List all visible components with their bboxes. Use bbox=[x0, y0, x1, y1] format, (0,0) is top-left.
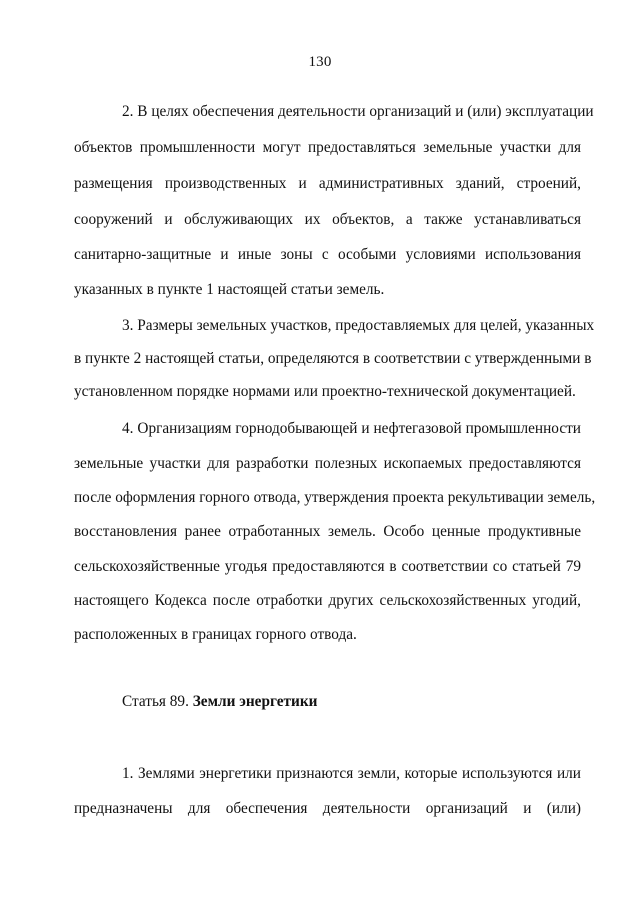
paragraph-4-line-2: земельные участки для разработки полезных ископаемых предоставляются bbox=[74, 455, 581, 472]
paragraph-3-line-2: в пункте 2 настоящей статьи, определяются в соответствии с утвержденными в bbox=[74, 350, 592, 367]
page-number: 130 bbox=[308, 54, 332, 70]
article-title: Земли энергетики bbox=[192, 693, 318, 710]
paragraph-2-line-1: 2. В целях обеспечения деятельности организаций и (или) эксплуатации bbox=[122, 103, 594, 120]
article-paragraph-1-line-2: предназначены для обеспечения деятельности организаций и (или) bbox=[74, 800, 581, 817]
article-number: Статья 89. bbox=[122, 693, 193, 710]
paragraph-3-line-1: 3. Размеры земельных участков, предоставляемых для целей, указанных bbox=[122, 317, 595, 334]
paragraph-3-line-3: установленном порядке нормами или проектно-технической документацией. bbox=[74, 383, 576, 400]
article-paragraph-1-line-1: 1. Землями энергетики признаются земли, которые используются или bbox=[122, 765, 581, 782]
paragraph-4-line-7: расположенных в границах горного отвода. bbox=[74, 626, 357, 643]
paragraph-2-line-2: объектов промышленности могут предоставляться земельные участки для bbox=[74, 139, 581, 156]
paragraph-4-line-5: сельскохозяйственные угодья предоставляются в соответствии со статьей 79 bbox=[74, 558, 581, 575]
paragraph-4-line-1: 4. Организациям горнодобывающей и нефтегазовой промышленности bbox=[122, 420, 581, 437]
paragraph-2-line-4: сооружений и обслуживающих их объектов, а также устанавливаться bbox=[74, 211, 581, 228]
paragraph-4-line-6: настоящего Кодекса после отработки других сельскохозяйственных угодий, bbox=[74, 592, 581, 609]
paragraph-2-line-6: указанных в пункте 1 настоящей статьи земель. bbox=[74, 281, 385, 298]
paragraph-2-line-5: санитарно-защитные и иные зоны с особыми условиями использования bbox=[74, 246, 581, 263]
paragraph-4-line-3: после оформления горного отвода, утверждения проекта рекультивации земель, bbox=[74, 489, 596, 506]
paragraph-4-line-4: восстановления ранее отработанных земель. Особо ценные продуктивные bbox=[74, 523, 581, 540]
article-heading bbox=[122, 692, 317, 712]
paragraph-2-line-3: размещения производственных и административных зданий, строений, bbox=[74, 175, 581, 192]
